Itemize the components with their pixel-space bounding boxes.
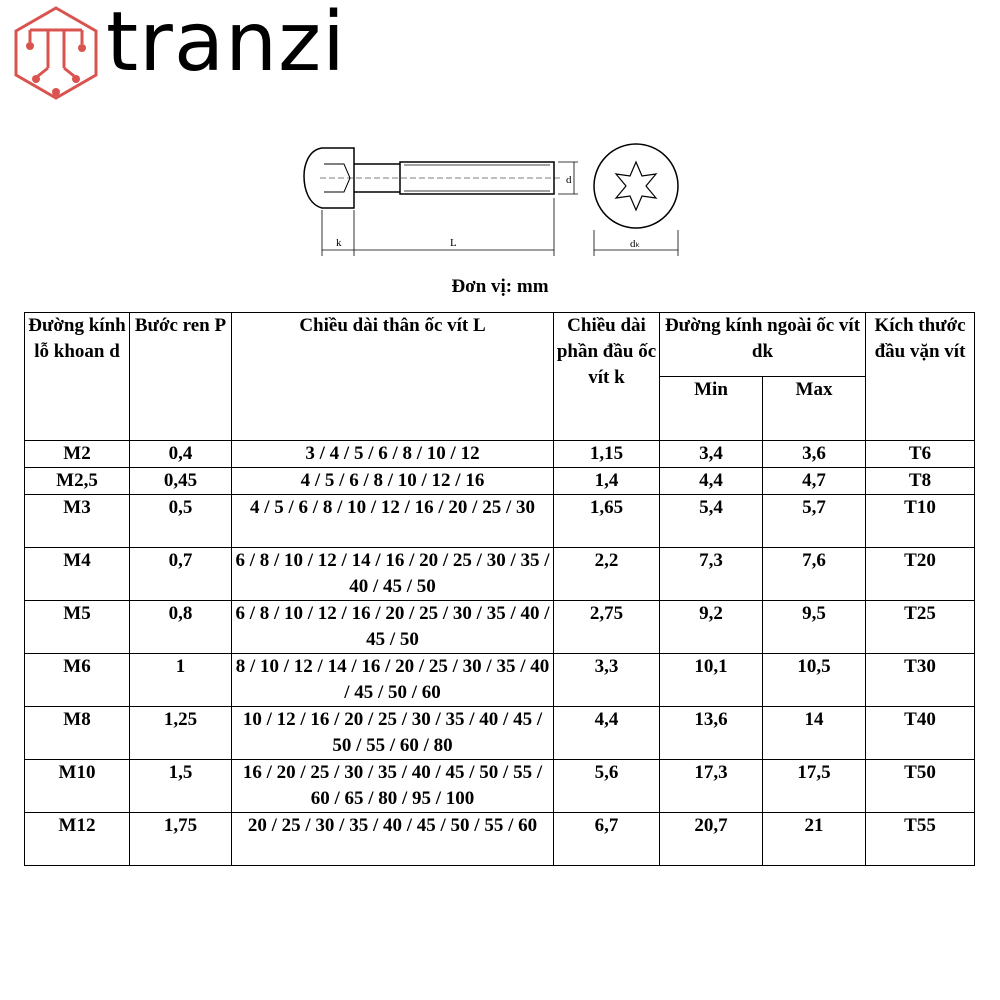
cell-diameter: M10 (25, 760, 130, 813)
cell-drive: T6 (866, 441, 975, 468)
cell-dk-max: 17,5 (763, 760, 866, 813)
header-dk-max: Max (763, 377, 866, 441)
cell-pitch: 0,4 (130, 441, 232, 468)
header-pitch: Bước ren P (130, 313, 232, 441)
cell-head-height: 1,4 (554, 468, 660, 495)
screw-spec-table (24, 312, 975, 866)
cell-length: 8 / 10 / 12 / 14 / 16 / 20 / 25 / 30 / 35 / 40 / 45 / 50 / 60 (232, 654, 554, 707)
table-row (25, 441, 975, 468)
table-row (25, 495, 975, 548)
header-diameter: Đường kính lỗ khoan d (25, 313, 130, 441)
cell-pitch: 0,5 (130, 495, 232, 548)
tranzi-hexagon-logo-icon (8, 4, 104, 100)
cell-head-height: 2,2 (554, 548, 660, 601)
header-dk-min: Min (660, 377, 763, 441)
label-dk: dₖ (630, 238, 641, 250)
cell-dk-max: 4,7 (763, 468, 866, 495)
header-head-diameter: Đường kính ngoài ốc vít dk (660, 313, 866, 377)
cell-head-height: 1,65 (554, 495, 660, 548)
table-row (25, 601, 975, 654)
cell-head-height: 6,7 (554, 813, 660, 866)
cell-pitch: 1 (130, 654, 232, 707)
cell-pitch: 1,5 (130, 760, 232, 813)
cell-dk-max: 14 (763, 707, 866, 760)
cell-dk-max: 10,5 (763, 654, 866, 707)
cell-diameter: M5 (25, 601, 130, 654)
cell-drive: T20 (866, 548, 975, 601)
cell-diameter: M4 (25, 548, 130, 601)
table-row (25, 813, 975, 866)
cell-diameter: M12 (25, 813, 130, 866)
screw-side-view-icon (304, 148, 578, 256)
cell-head-height: 4,4 (554, 707, 660, 760)
cell-dk-min: 13,6 (660, 707, 763, 760)
table-row (25, 707, 975, 760)
cell-length: 3 / 4 / 5 / 6 / 8 / 10 / 12 (232, 441, 554, 468)
cell-drive: T55 (866, 813, 975, 866)
cell-diameter: M2 (25, 441, 130, 468)
cell-drive: T30 (866, 654, 975, 707)
cell-head-height: 5,6 (554, 760, 660, 813)
cell-length: 20 / 25 / 30 / 35 / 40 / 45 / 50 / 55 / 60 (232, 813, 554, 866)
cell-dk-max: 5,7 (763, 495, 866, 548)
cell-pitch: 0,8 (130, 601, 232, 654)
cell-drive: T40 (866, 707, 975, 760)
label-d: d (566, 174, 572, 186)
cell-pitch: 1,25 (130, 707, 232, 760)
label-k: k (336, 237, 342, 249)
header-length: Chiều dài thân ốc vít L (232, 313, 554, 441)
cell-length: 10 / 12 / 16 / 20 / 25 / 30 / 35 / 40 / 45 / 50 / 55 / 60 / 80 (232, 707, 554, 760)
cell-drive: T8 (866, 468, 975, 495)
table-row (25, 468, 975, 495)
cell-dk-min: 10,1 (660, 654, 763, 707)
table-row (25, 548, 975, 601)
cell-drive: T10 (866, 495, 975, 548)
cell-length: 16 / 20 / 25 / 30 / 35 / 40 / 45 / 50 / 55 / 60 / 65 / 80 / 95 / 100 (232, 760, 554, 813)
brand-name: tranzi (106, 0, 346, 90)
cell-dk-min: 4,4 (660, 468, 763, 495)
screw-technical-drawing (300, 128, 700, 263)
cell-dk-max: 21 (763, 813, 866, 866)
unit-label: Đơn vị: mm (451, 276, 549, 297)
cell-length: 6 / 8 / 10 / 12 / 16 / 20 / 25 / 30 / 35 / 40 / 45 / 50 (232, 601, 554, 654)
cell-pitch: 1,75 (130, 813, 232, 866)
cell-dk-min: 17,3 (660, 760, 763, 813)
brand-logo (8, 0, 346, 94)
cell-diameter: M6 (25, 654, 130, 707)
cell-diameter: M8 (25, 707, 130, 760)
cell-dk-min: 9,2 (660, 601, 763, 654)
header-drive-size: Kích thước đầu vặn vít (866, 313, 975, 441)
cell-length: 4 / 5 / 6 / 8 / 10 / 12 / 16 / 20 / 25 / 30 (232, 495, 554, 548)
cell-diameter: M2,5 (25, 468, 130, 495)
cell-head-height: 3,3 (554, 654, 660, 707)
cell-diameter: M3 (25, 495, 130, 548)
cell-dk-min: 3,4 (660, 441, 763, 468)
table-row (25, 654, 975, 707)
cell-drive: T25 (866, 601, 975, 654)
cell-dk-max: 9,5 (763, 601, 866, 654)
header-head-height: Chiều dài phần đầu ốc vít k (554, 313, 660, 441)
cell-drive: T50 (866, 760, 975, 813)
cell-dk-min: 7,3 (660, 548, 763, 601)
cell-head-height: 1,15 (554, 441, 660, 468)
cell-length: 4 / 5 / 6 / 8 / 10 / 12 / 16 (232, 468, 554, 495)
table-row (25, 760, 975, 813)
label-L: L (450, 237, 457, 249)
cell-length: 6 / 8 / 10 / 12 / 14 / 16 / 20 / 25 / 30 / 35 / 40 / 45 / 50 (232, 548, 554, 601)
cell-head-height: 2,75 (554, 601, 660, 654)
cell-dk-max: 3,6 (763, 441, 866, 468)
cell-dk-min: 5,4 (660, 495, 763, 548)
cell-pitch: 0,7 (130, 548, 232, 601)
cell-dk-max: 7,6 (763, 548, 866, 601)
cell-pitch: 0,45 (130, 468, 232, 495)
cell-dk-min: 20,7 (660, 813, 763, 866)
